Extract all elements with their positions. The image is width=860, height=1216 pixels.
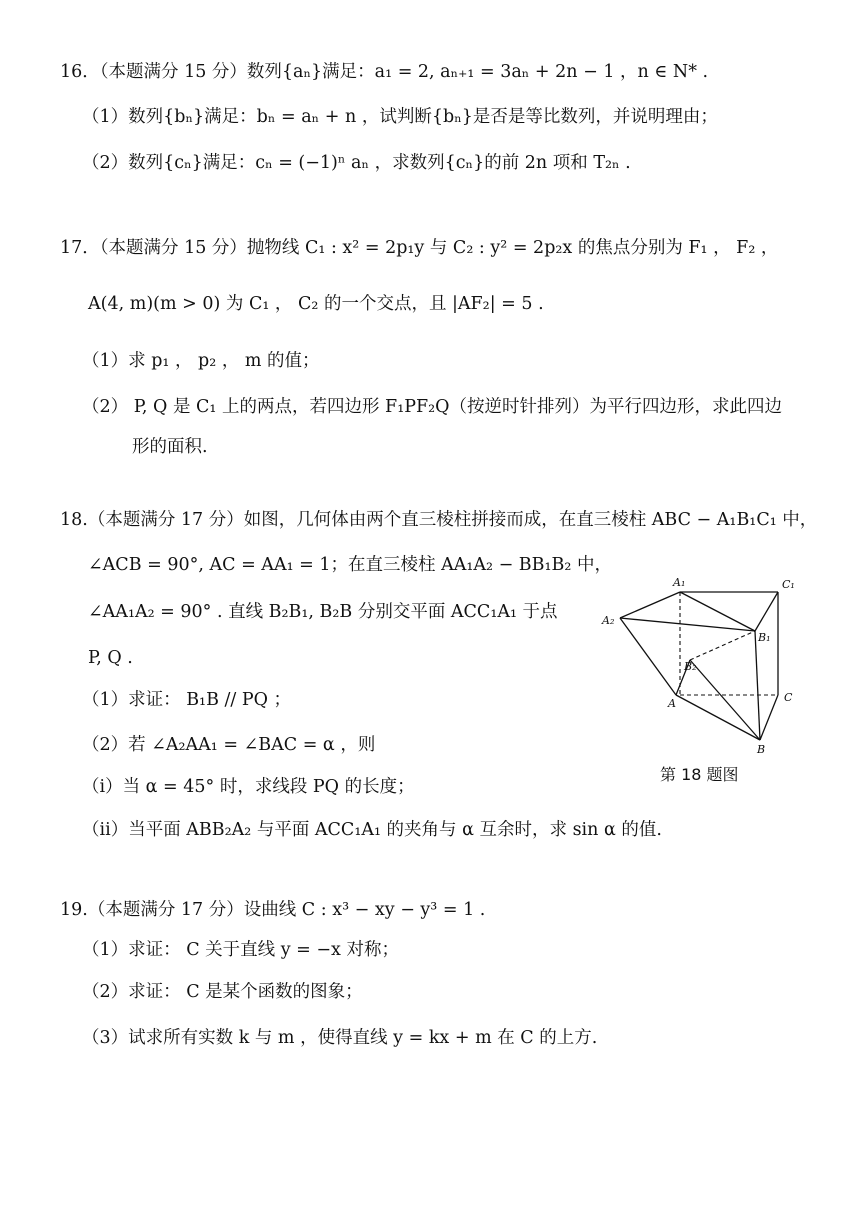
q17-heading: 17．（本题满分 15 分）抛物线 C₁ : x² = 2p₁y 与 C₂ : y² = 2p₂x 的焦点分别为 F₁ ， F₂ ， [60, 238, 779, 258]
edge-B2-B1-hidden [690, 631, 755, 660]
q18-figure-caption: 第 18 题图 [660, 765, 739, 784]
q18-part1: （1）求证： B₁B // PQ ； [82, 690, 292, 710]
label-C1: C₁ [782, 578, 795, 591]
q18-figure [600, 575, 800, 755]
q18-part2-i: （i）当 α = 45° 时，求线段 PQ 的长度； [82, 777, 415, 797]
q17-line2: A(4, m)(m > 0) 为 C₁ ， C₂ 的一个交点，且 |AF₂| = 5 . [88, 294, 544, 314]
q19-part3: （3）试求所有实数 k 与 m ，使得直线 y = kx + m 在 C 的上方. [82, 1028, 598, 1048]
label-A: A [668, 697, 676, 710]
q16-part1: （1）数列{bₙ}满足：bₙ = aₙ + n ，试判断{bₙ}是否是等比数列，并说明理由； [82, 107, 718, 127]
q18-part2-ii: （ii）当平面 ABB₂A₂ 与平面 ACC₁A₁ 的夹角与 α 互余时，求 sin α 的值. [82, 820, 662, 840]
edge-C1-B1 [755, 592, 778, 631]
label-A1: A₁ [673, 576, 686, 589]
q18-part2: （2）若 ∠A₂AA₁ = ∠BAC = α ，则 [82, 735, 376, 755]
q19-heading: 19.（本题满分 17 分）设曲线 C : x³ − xy − y³ = 1 . [60, 900, 486, 920]
edge-B1-B [755, 631, 760, 740]
q19-part1: （1）求证： C 关于直线 y = −x 对称； [82, 940, 399, 960]
q17-part2-a: （2） P, Q 是 C₁ 上的两点，若四边形 F₁PF₂Q（按逆时针排列）为平行四边形，求此四边 [82, 397, 782, 417]
label-C: C [784, 691, 793, 704]
label-B: B [757, 743, 766, 755]
label-B1: B₁ [758, 631, 771, 644]
q16-part2: （2）数列{cₙ}满足：cₙ = (−1)ⁿ aₙ ，求数列{cₙ}的前 2n 项和 T₂ₙ . [82, 153, 631, 173]
q17-part2-b: 形的面积. [132, 437, 208, 457]
q18-line3: ∠AA₁A₂ = 90° . 直线 B₂B₁, B₂B 分别交平面 ACC₁A₁ 于点 [88, 602, 558, 622]
edge-A2-A1 [620, 592, 680, 618]
edge-A2-A [620, 618, 676, 695]
q19-part2: （2）求证： C 是某个函数的图象； [82, 982, 363, 1002]
edge-C-B [760, 695, 778, 740]
edge-B2-B [690, 660, 760, 740]
q17-part1: （1）求 p₁ ， p₂ ， m 的值； [82, 351, 320, 371]
q18-line2: ∠ACB = 90°, AC = AA₁ = 1；在直三棱柱 AA₁A₂ − BB₁B₂ 中， [88, 555, 612, 575]
q18-heading: 18.（本题满分 17 分）如图，几何体由两个直三棱柱拼接而成，在直三棱柱 ABC − A₁B₁C₁ 中， [60, 510, 818, 530]
label-A2: A₂ [602, 614, 615, 627]
edge-A-B [676, 695, 760, 740]
q18-line4: P, Q . [88, 648, 133, 668]
q16-heading: 16．（本题满分 15 分）数列{aₙ}满足：a₁ = 2, aₙ₊₁ = 3aₙ + 2n − 1 ，n ∈ N* . [60, 62, 709, 82]
label-B2: B₂ [684, 660, 697, 673]
